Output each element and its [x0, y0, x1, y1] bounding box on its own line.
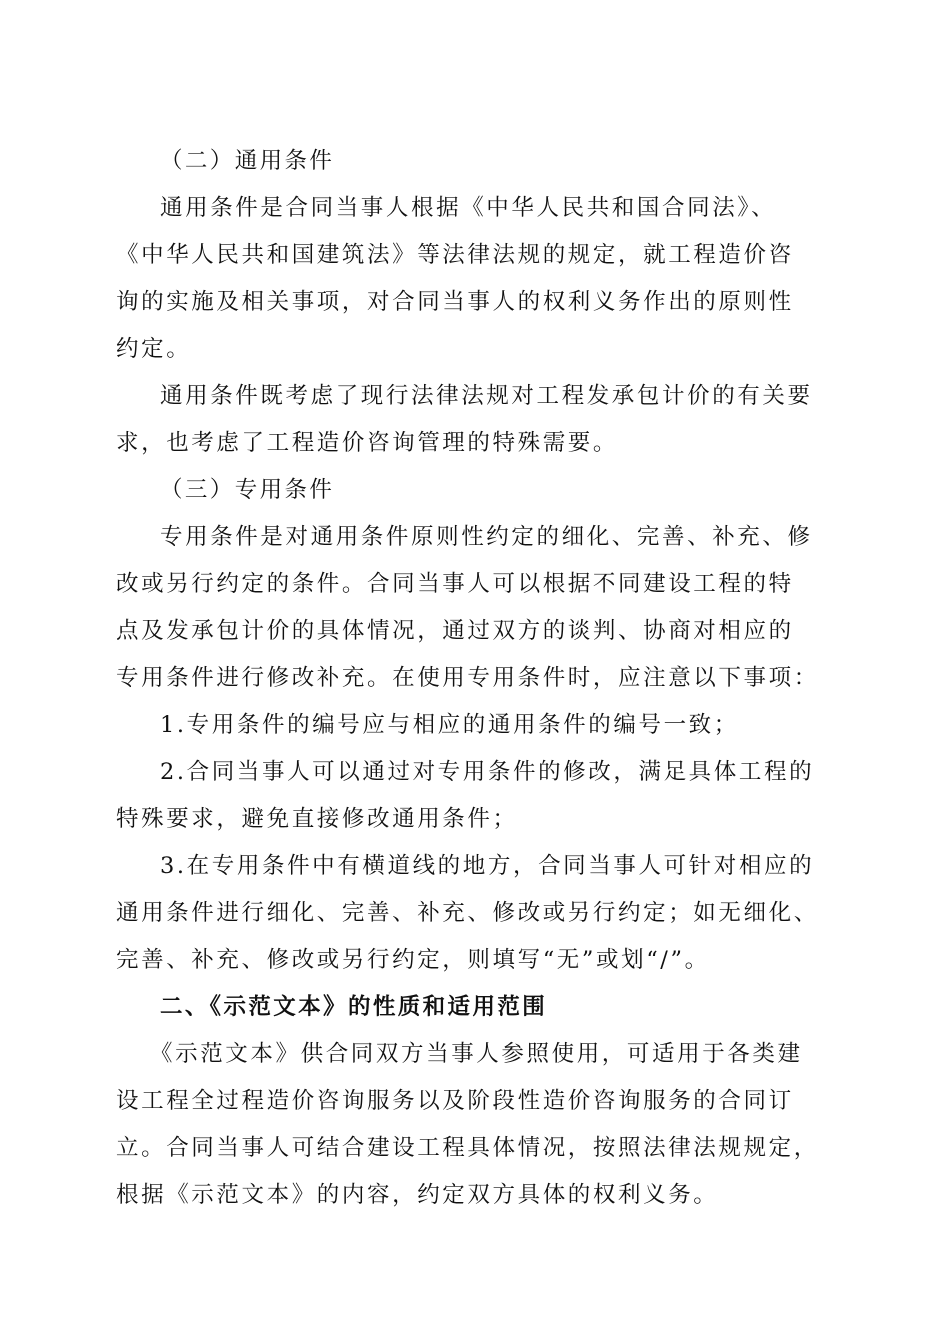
paragraph-line: 求，也考虑了工程造价咨询管理的特殊需要。 [116, 430, 619, 456]
paragraph-line: 特殊要求，避免直接修改通用条件； [116, 806, 518, 832]
paragraph-line: 通用条件进行细化、完善、补充、修改或另行约定；如无细化、 [116, 900, 819, 926]
paragraph-line: 《中华人民共和国建筑法》等法律法规的规定，就工程造价咨 [116, 242, 794, 268]
paragraph-line: 设工程全过程造价咨询服务以及阶段性造价咨询服务的合同订 [116, 1088, 794, 1114]
list-item-3: 3.在专用条件中有横道线的地方，合同当事人可针对相应的 [160, 853, 815, 879]
paragraph-line: 专用条件进行修改补充。在使用专用条件时，应注意以下事项： [116, 665, 819, 691]
paragraph-line: 立。合同当事人可结合建设工程具体情况，按照法律法规规定， [116, 1135, 819, 1161]
paragraph-line: 询的实施及相关事项，对合同当事人的权利义务作出的原则性 [116, 289, 794, 315]
section-heading-general-conditions: （二）通用条件 [160, 148, 335, 174]
paragraph-line: 通用条件既考虑了现行法律法规对工程发承包计价的有关要 [160, 383, 813, 409]
paragraph-line: 点及发承包计价的具体情况，通过双方的谈判、协商对相应的 [116, 618, 794, 644]
section-heading-nature-and-scope: 二、《示范文本》的性质和适用范围 [160, 994, 548, 1020]
list-item-1: 1.专用条件的编号应与相应的通用条件的编号一致； [160, 712, 739, 738]
document-body [116, 138, 828, 1219]
paragraph-line: 改或另行约定的条件。合同当事人可以根据不同建设工程的特 [116, 571, 794, 597]
paragraph-line: 《示范文本》供合同双方当事人参照使用，可适用于各类建 [150, 1041, 803, 1067]
paragraph-line: 完善、补充、修改或另行约定，则填写“无”或划“/”。 [116, 947, 710, 973]
paragraph-line: 根据《示范文本》的内容，约定双方具体的权利义务。 [116, 1182, 719, 1208]
paragraph-line: 约定。 [116, 336, 192, 362]
list-item-2: 2.合同当事人可以通过对专用条件的修改，满足具体工程的 [160, 759, 815, 785]
paragraph-line: 专用条件是对通用条件原则性约定的细化、完善、补充、修 [160, 524, 813, 550]
paragraph-line: 通用条件是合同当事人根据《中华人民共和国合同法》、 [160, 195, 777, 221]
section-heading-special-conditions: （三）专用条件 [160, 477, 335, 503]
